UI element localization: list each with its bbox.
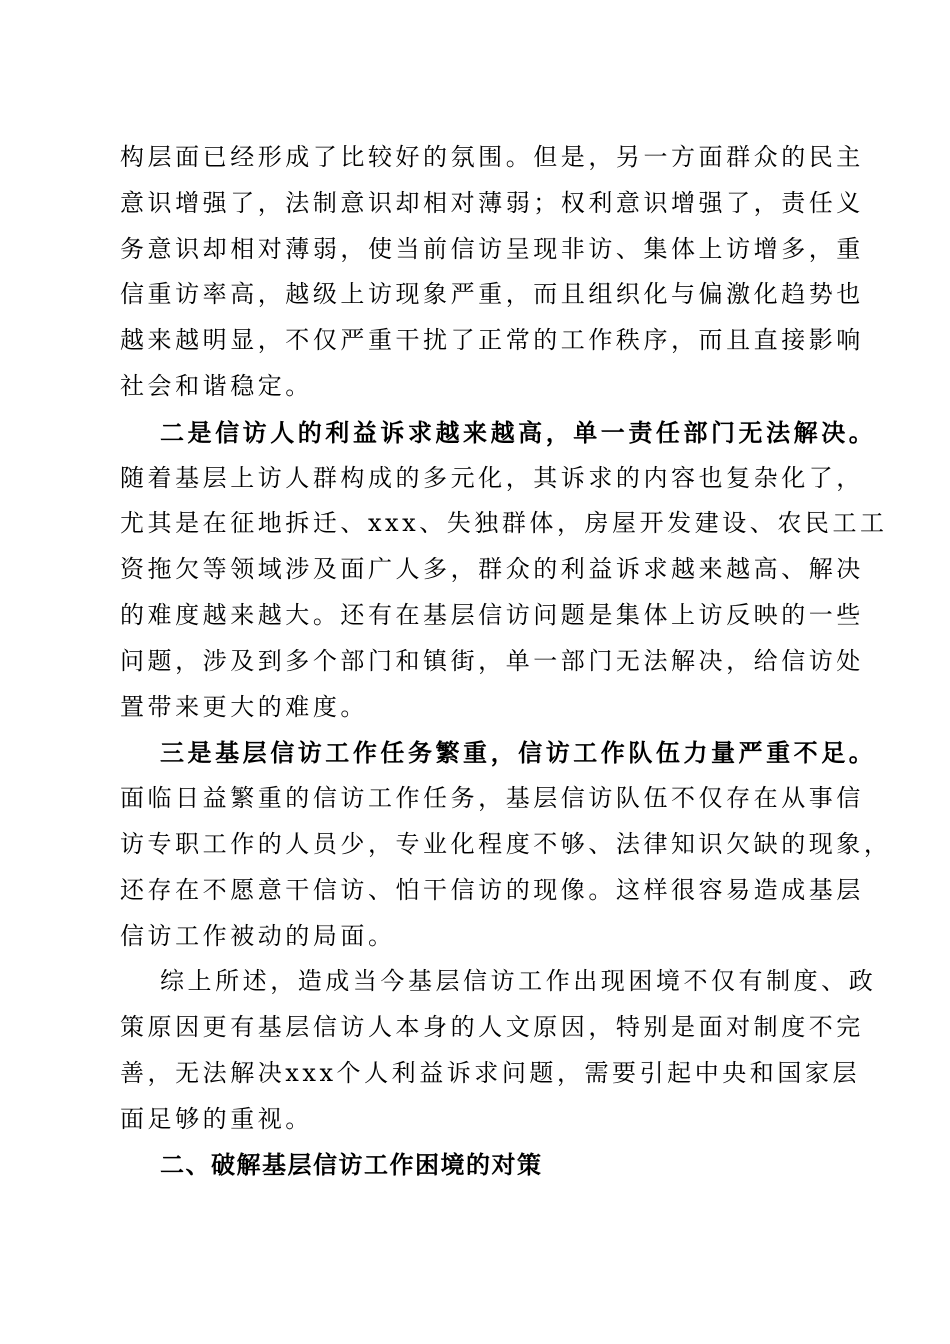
section-heading: 二、破解基层信访工作困境的对策 xyxy=(160,1150,543,1179)
text-line: 的难度越来越大。还有在基层信访问题是集体上访反映的一些 xyxy=(120,600,864,629)
text-line: 越来越明显，不仅严重干扰了正常的工作秩序，而且直接影响 xyxy=(120,326,864,355)
text-line: 策原因更有基层信访人本身的人文原因，特别是面对制度不完 xyxy=(120,1013,864,1042)
text-line: 意识增强了，法制意识却相对薄弱；权利意识增强了，责任义 xyxy=(120,188,864,217)
text-line: 资拖欠等领域涉及面广人多，群众的利益诉求越来越高、解决 xyxy=(120,555,864,584)
paragraph-lead-line: 三是基层信访工作任务繁重，信访工作队伍力量严重不足。 xyxy=(160,738,877,768)
paragraph-first-line: 综上所述，造成当今基层信访工作出现困境不仅有制度、政 xyxy=(160,967,877,996)
text-line: 社会和谐稳定。 xyxy=(120,371,313,400)
text-line: 面临日益繁重的信访工作任务，基层信访队伍不仅存在从事信 xyxy=(120,784,864,813)
text-line: 善，无法解决xxx个人利益诉求问题，需要引起中央和国家层 xyxy=(120,1058,861,1087)
text-line: 问题，涉及到多个部门和镇街，单一部门无法解决，给信访处 xyxy=(120,646,864,675)
text-line: 随着基层上访人群构成的多元化，其诉求的内容也复杂化了， xyxy=(120,463,864,492)
text-line: 置带来更大的难度。 xyxy=(120,692,368,721)
text-line: 面足够的重视。 xyxy=(120,1104,313,1133)
text-line: 构层面已经形成了比较好的氛围。但是，另一方面群众的民主 xyxy=(120,143,864,171)
text-line: 访专职工作的人员少，专业化程度不够、法律知识欠缺的现象， xyxy=(120,829,892,858)
document-body xyxy=(120,135,892,1188)
text-line: 务意识却相对薄弱，使当前信访呈现非访、集体上访增多，重 xyxy=(120,234,864,263)
text-line: 信重访率高，越级上访现象严重，而且组织化与偏激化趋势也 xyxy=(120,280,864,309)
text-line: 尤其是在征地拆迁、xxx、失独群体，房屋开发建设、农民工工 xyxy=(120,509,888,538)
paragraph-lead-line: 二是信访人的利益诉求越来越高，单一责任部门无法解决。 xyxy=(160,417,877,447)
text-line: 还存在不愿意干信访、怕干信访的现像。这样很容易造成基层 xyxy=(120,875,864,904)
text-line: 信访工作被动的局面。 xyxy=(120,921,396,950)
